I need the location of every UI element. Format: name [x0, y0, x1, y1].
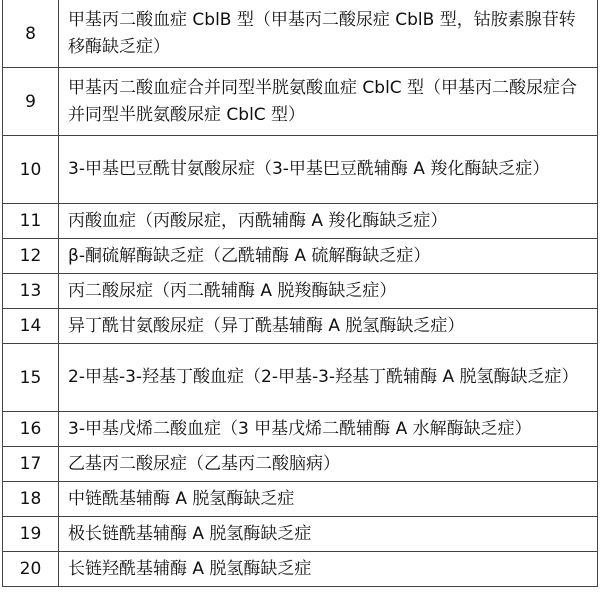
disease-name: 甲基丙二酸血症 CblB 型（甲基丙二酸尿症 CblB 型，钴胺素腺苷转移酶缺乏症） — [59, 0, 598, 68]
disease-name: 3-甲基巴豆酰甘氨酸尿症（3-甲基巴豆酰辅酶 A 羧化酶缺乏症） — [59, 136, 598, 204]
table-row — [3, 412, 598, 447]
disease-name: 乙基丙二酸尿症（乙基丙二酸脑病） — [59, 447, 598, 482]
row-number: 15 — [3, 344, 59, 412]
disease-name: β-酮硫解酶缺乏症（乙酰辅酶 A 硫解酶缺乏症） — [59, 239, 598, 274]
row-number: 18 — [3, 482, 59, 517]
row-number: 16 — [3, 412, 59, 447]
disease-name: 极长链酰基辅酶 A 脱氢酶缺乏症 — [59, 517, 598, 552]
table-row — [3, 517, 598, 552]
row-number: 17 — [3, 447, 59, 482]
row-number: 9 — [3, 68, 59, 136]
row-number: 8 — [3, 0, 59, 68]
disease-name: 丙二酸尿症（丙二酰辅酶 A 脱羧酶缺乏症） — [59, 274, 598, 309]
table-row — [3, 239, 598, 274]
disease-name: 中链酰基辅酶 A 脱氢酶缺乏症 — [59, 482, 598, 517]
table-row — [3, 344, 598, 412]
disease-table — [2, 0, 598, 587]
table-row — [3, 204, 598, 239]
row-number: 14 — [3, 309, 59, 344]
table-row — [3, 309, 598, 344]
disease-name: 长链羟酰基辅酶 A 脱氢酶缺乏症 — [59, 552, 598, 587]
row-number: 13 — [3, 274, 59, 309]
disease-name: 丙酸血症（丙酸尿症，丙酰辅酶 A 羧化酶缺乏症） — [59, 204, 598, 239]
table-row — [3, 136, 598, 204]
row-number: 20 — [3, 552, 59, 587]
table-row — [3, 68, 598, 136]
disease-name: 3-甲基戊烯二酸血症（3 甲基戊烯二酰辅酶 A 水解酶缺乏症） — [59, 412, 598, 447]
row-number: 11 — [3, 204, 59, 239]
disease-name: 甲基丙二酸血症合并同型半胱氨酸血症 CblC 型（甲基丙二酸尿症合并同型半胱氨酸尿症 CblC 型） — [59, 68, 598, 136]
disease-name: 2-甲基-3-羟基丁酸血症（2-甲基-3-羟基丁酰辅酶 A 脱氢酶缺乏症） — [59, 344, 598, 412]
table-row — [3, 552, 598, 587]
table-row — [3, 274, 598, 309]
disease-name: 异丁酰甘氨酸尿症（异丁酰基辅酶 A 脱氢酶缺乏症） — [59, 309, 598, 344]
table-row — [3, 447, 598, 482]
row-number: 10 — [3, 136, 59, 204]
table-row — [3, 482, 598, 517]
row-number: 19 — [3, 517, 59, 552]
row-number: 12 — [3, 239, 59, 274]
table-row — [3, 0, 598, 68]
